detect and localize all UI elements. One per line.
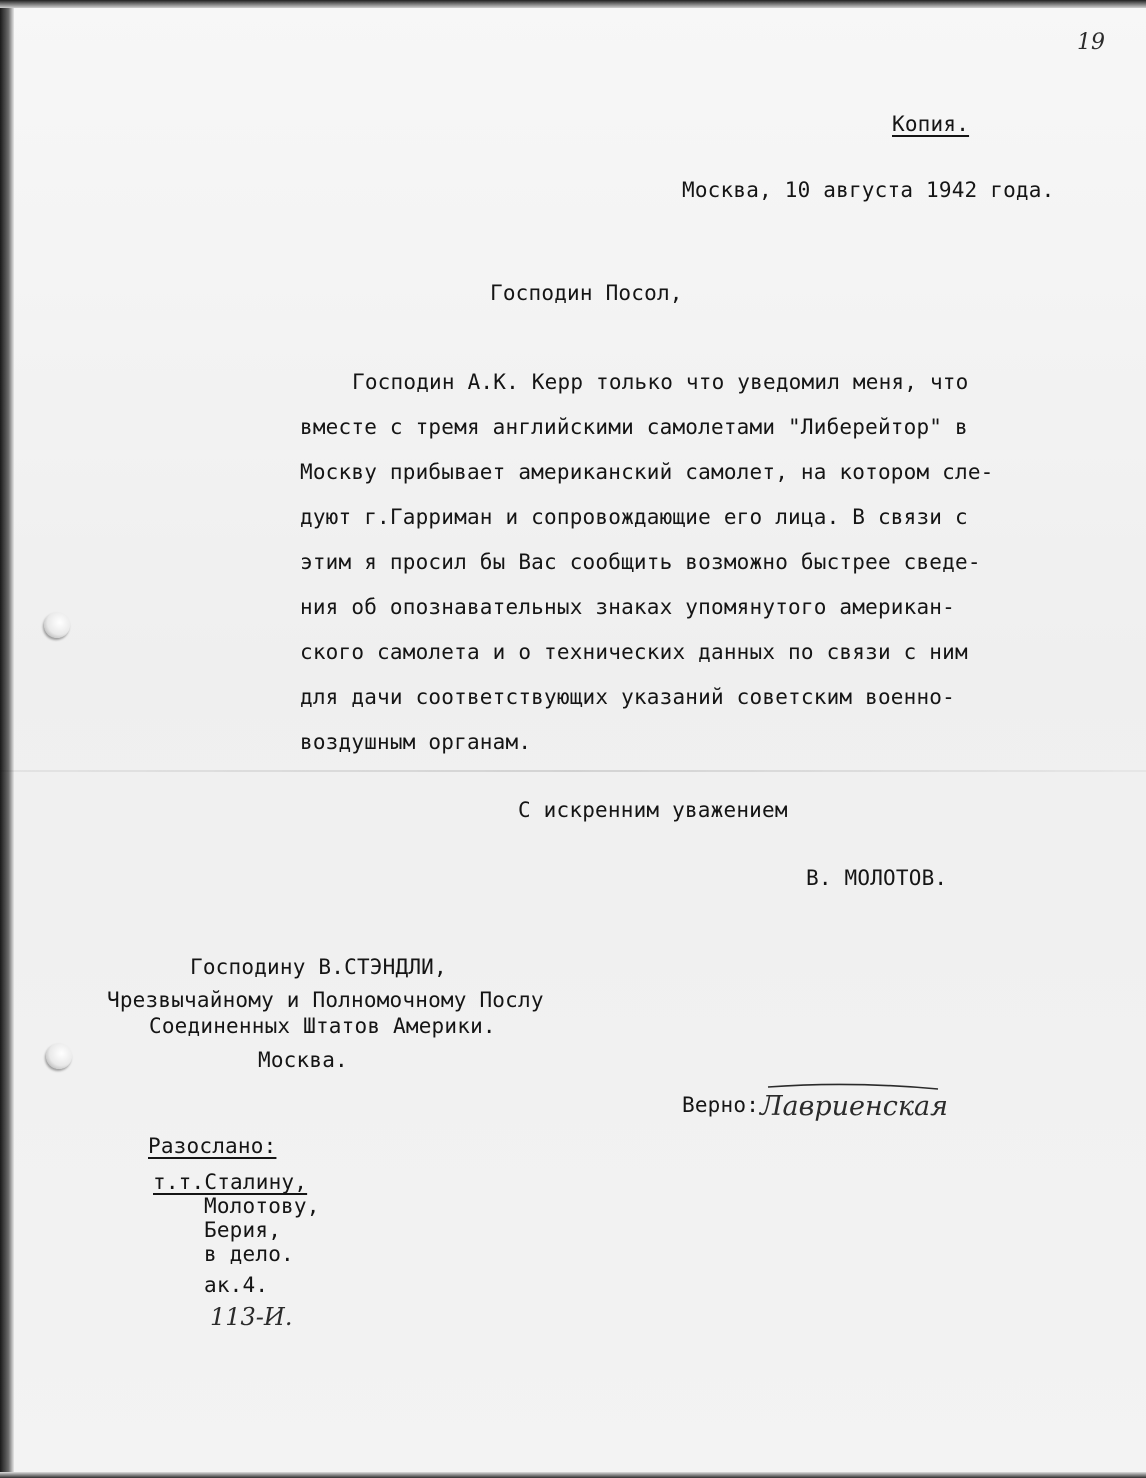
verified-signature	[760, 1083, 960, 1133]
distribution-first: т.т.Сталину,	[153, 1170, 308, 1194]
copies-count: ак.4.	[204, 1273, 269, 1297]
punch-hole-upper	[44, 612, 70, 638]
scan-edge-bottom	[0, 1472, 1146, 1478]
body-line: ского самолета и о технических данных по связи с ним	[300, 640, 968, 664]
body-line: вместе с тремя английскими самолетами "Либерейтор" в	[300, 415, 968, 439]
copy-mark: Копия.	[892, 112, 970, 136]
addressee-name: Господину В.СТЭНДЛИ,	[190, 955, 447, 979]
body-line: для дачи соответствующих указаний советским военно-	[300, 685, 955, 709]
signatory: В. МОЛОТОВ.	[806, 866, 948, 890]
body-line: Господин А.К. Керр только что уведомил меня, что	[352, 370, 969, 394]
distribution-heading: Разослано:	[148, 1134, 277, 1158]
date-line: Москва, 10 августа 1942 года.	[682, 178, 1055, 202]
paper-fold	[0, 770, 1146, 772]
reference-number: 113-И.	[210, 1303, 293, 1331]
body-line: этим я просил бы Вас сообщить возможно быстрее сведе-	[300, 550, 981, 574]
distribution-item: Молотову,	[204, 1194, 320, 1218]
body-line: ния об опознавательных знаках упомянутого американ-	[300, 595, 955, 619]
distribution-item: в дело.	[204, 1242, 294, 1266]
addressee-country: Соединенных Штатов Америки.	[149, 1014, 496, 1038]
page-number: 19	[1077, 30, 1105, 55]
body-line: дуют г.Гарриман и сопровождающие его лица. В связи с	[300, 505, 968, 529]
signature-text: Лавриенская	[760, 1091, 948, 1122]
verified-label: Верно:	[682, 1093, 760, 1117]
addressee-city: Москва.	[258, 1048, 348, 1072]
scan-edge-left	[0, 0, 14, 1478]
closing: С искренним уважением	[518, 798, 788, 822]
addressee-title: Чрезвычайному и Полномочному Послу	[107, 988, 544, 1012]
body-line: Москву прибывает американский самолет, на котором сле-	[300, 460, 994, 484]
scan-edge-top	[0, 0, 1146, 8]
distribution-item: Берия,	[204, 1218, 282, 1242]
salutation: Господин Посол,	[490, 281, 683, 305]
punch-hole-lower	[46, 1043, 72, 1069]
body-line: воздушным органам.	[300, 730, 532, 754]
